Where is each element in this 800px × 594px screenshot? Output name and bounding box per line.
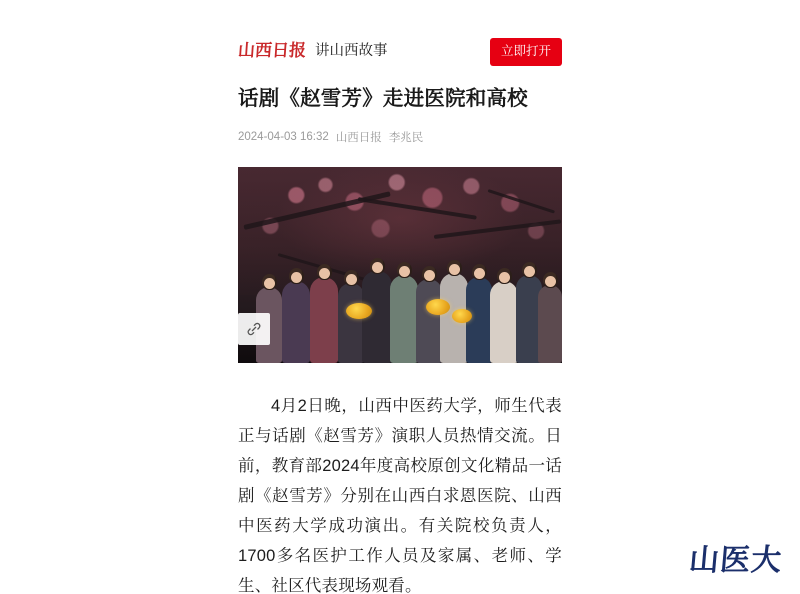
article-column bbox=[238, 0, 562, 594]
article-photo bbox=[238, 167, 562, 363]
site-header bbox=[238, 0, 562, 72]
article-figure[interactable] bbox=[238, 167, 562, 363]
bouquet bbox=[426, 299, 450, 315]
open-app-button[interactable]: 立即打开 bbox=[490, 38, 562, 66]
performers-group bbox=[238, 245, 562, 363]
article-title: 话剧《赵雪芳》走进医院和高校 bbox=[238, 87, 528, 110]
link-icon[interactable] bbox=[238, 313, 270, 345]
bouquet bbox=[346, 303, 372, 319]
performer bbox=[416, 279, 442, 363]
article-body bbox=[238, 391, 562, 594]
article-author: 李兆民 bbox=[388, 132, 424, 144]
university-watermark: 山医大 bbox=[687, 544, 784, 577]
publish-source: 山西日报 bbox=[335, 132, 382, 144]
publish-datetime: 2024-04-03 16:32 bbox=[238, 131, 329, 143]
article-meta bbox=[238, 129, 562, 145]
performer bbox=[538, 285, 562, 363]
performer bbox=[310, 277, 338, 363]
performer bbox=[338, 283, 364, 363]
article-paragraph: 4月2日晚，山西中医药大学，师生代表正与话剧《赵雪芳》演职人员热情交流。日前，教育部2024年度高校原创文化精品一话剧《赵雪芳》分别在山西白求恩医院、山西中医药大学成功演出。有关院校负责人，1700多名医护工作人员及家属、老师、学生、社区代表现场观看。 bbox=[238, 397, 562, 594]
site-logo[interactable]: 山西日报 bbox=[237, 41, 307, 60]
performer bbox=[282, 281, 310, 363]
site-slogan: 讲山西故事 bbox=[315, 43, 388, 59]
bouquet bbox=[452, 309, 472, 323]
performer bbox=[390, 275, 418, 363]
performer bbox=[490, 281, 518, 363]
